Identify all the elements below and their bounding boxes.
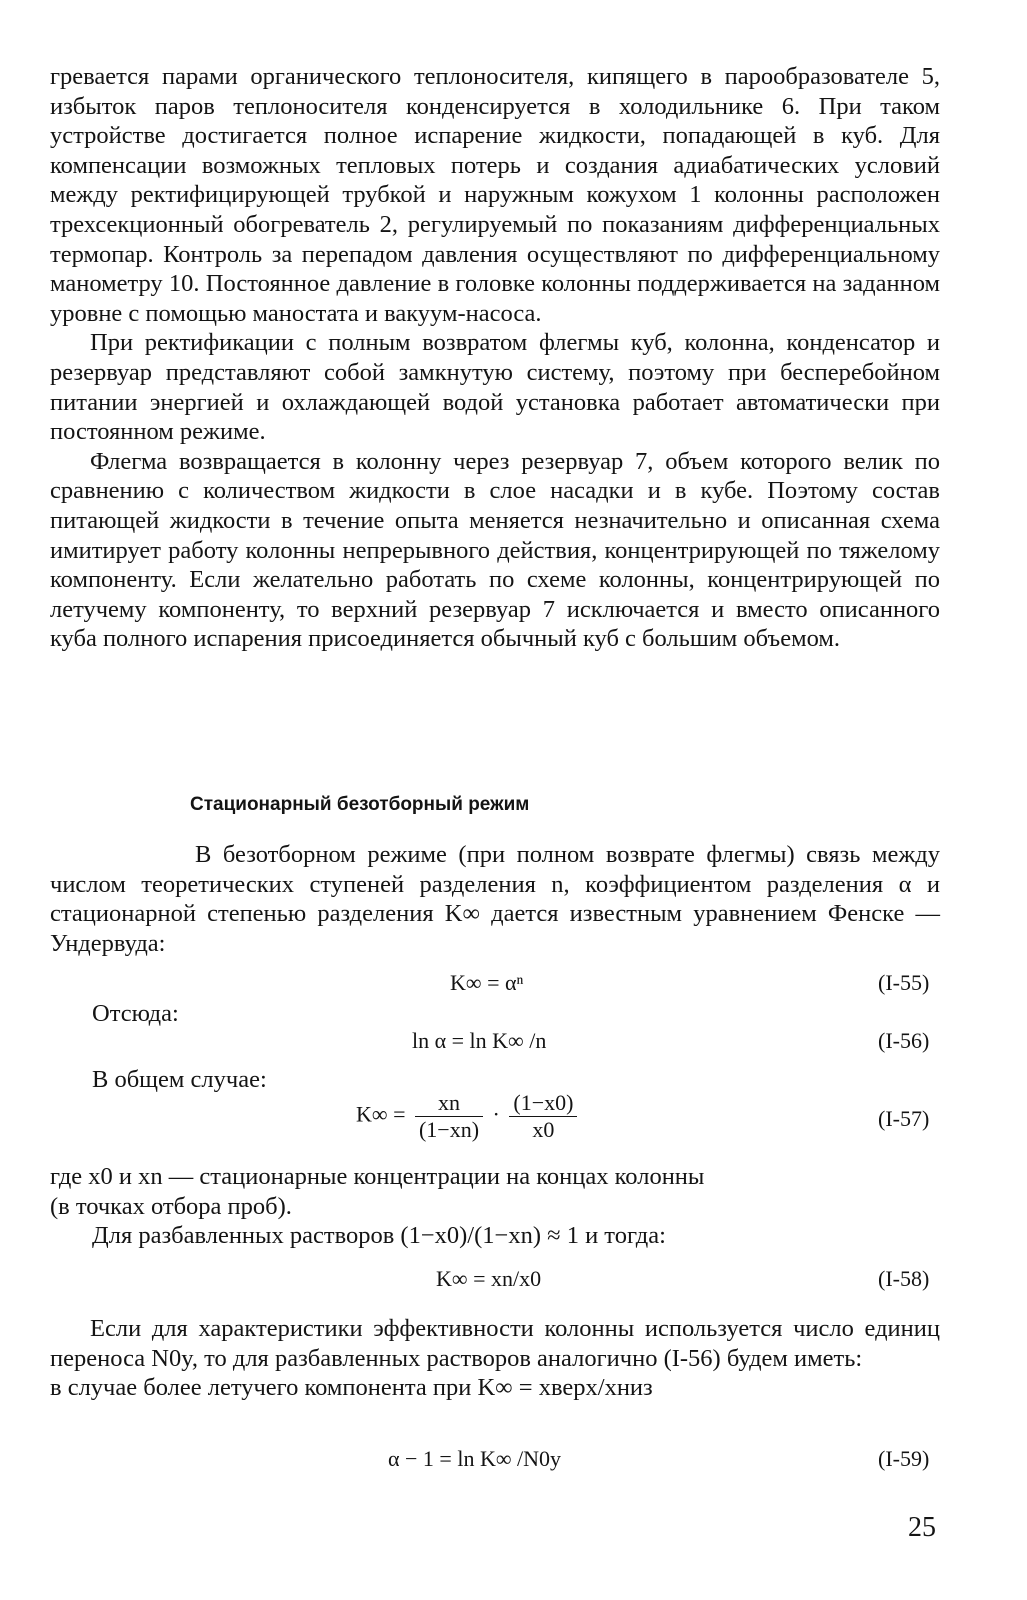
equation-i-59: α − 1 = ln K∞ /N0y xyxy=(388,1446,562,1471)
equation-i-57 xyxy=(356,1090,581,1143)
label-hence: Отсюда: xyxy=(92,1000,179,1027)
paragraph-reflux-reservoir: Флегма возвращается в колонну через резервуар 7, объем которого велик по сравнению с количеством жидкости в слое насадки и в кубе. Поэтому состав питающей жидкости в течение опыта меняется незначительно и описанная схема имитирует работу колонны непрерывного действия, концентрирующей по тяжелому компоненту. Если желательно работать по схеме колонны, концентрирующей по летучему компоненту, то верхний резервуар 7 исключается и вместо описанного куба полного испарения присоединяется обычный куб с большим объемом. xyxy=(50,447,940,653)
eq57-frac2-denominator: x0 xyxy=(532,1117,555,1142)
intro-text xyxy=(50,840,940,958)
volatile-component-line: в случае более летучего компонента при K∞ = xверх/xниз xyxy=(50,1374,653,1402)
ntu-text xyxy=(50,1314,940,1403)
paragraph-ntu: Если для характеристики эффективности колонны используется число единиц переноса N0y, то для разбавленных растворов аналогично (I-56) будем иметь: xyxy=(50,1315,940,1372)
top-text xyxy=(50,62,940,654)
equation-i-58: K∞ = xn/x0 xyxy=(436,1266,542,1291)
eq57-fraction-1 xyxy=(415,1090,483,1143)
eq57-frac1-denominator: (1−xn) xyxy=(418,1117,480,1142)
eq57-fraction-2 xyxy=(509,1090,577,1143)
where-text xyxy=(50,1162,940,1221)
eq57-lhs: K∞ = xyxy=(356,1101,406,1127)
label-general-case: В общем случае: xyxy=(92,1066,267,1093)
paragraph-full-reflux: При ректификации с полным возвратом флегмы куб, колонна, конденсатор и резервуар представляют собой замкнутую систему, поэтому при бесперебойном питании энергией и охлаждающей водой установка работает автоматически при постоянном режиме. xyxy=(50,329,940,446)
equation-i-56: ln α = ln K∞ /n xyxy=(412,1028,547,1053)
eq57-dot: · xyxy=(492,1101,500,1127)
page-number: 25 xyxy=(908,1512,936,1543)
dilute-solutions-line: Для разбавленных растворов (1−x0)/(1−xn) ≈ 1 и тогда: xyxy=(92,1222,666,1249)
paragraph-continued: гревается парами органического теплоносителя, кипящего в парообразователе 5, избыток паров теплоносителя конденсируется в холодильнике 6. При таком устройстве достигается полное испарение жидкости, попадающей в куб. Для компенсации возможных тепловых потерь и создания адиабатических условий между ректифицирующей трубкой и наружным кожухом 1 колонны расположен трехсекционный обогреватель 2, регулируемый по показаниям дифференциальных термопар. Контроль за перепадом давления осуществляют по дифференциальному манометру 10. Постоянное давление в головке колонны поддерживается на заданном уровне с помощью маностата и вакуум-насоса. xyxy=(50,63,940,327)
paragraph-intro: В безотборном режиме (при полном возврате флегмы) связь между числом теоретических ступеней разделения n, коэффициентом разделения α и стационарной степенью разделения K∞ дается известным уравнением Фенске — Ундервуда: xyxy=(50,841,940,957)
equation-i-55: K∞ = αⁿ xyxy=(450,970,524,995)
equation-number-i-55: (I-55) xyxy=(878,970,930,995)
equation-number-i-58: (I-58) xyxy=(878,1266,930,1291)
equation-number-i-59: (I-59) xyxy=(878,1446,930,1471)
equation-number-i-57: (I-57) xyxy=(878,1106,930,1131)
where-line-1: где x0 и xn — стационарные концентрации на концах колонны xyxy=(50,1163,705,1190)
equation-number-i-56: (I-56) xyxy=(878,1028,930,1053)
eq57-frac2-numerator: (1−x0) xyxy=(509,1090,577,1117)
where-line-2: (в точках отбора проб). xyxy=(50,1192,292,1220)
section-heading: Стационарный безотборный режим xyxy=(190,794,530,815)
eq57-frac1-numerator: xn xyxy=(415,1090,483,1117)
